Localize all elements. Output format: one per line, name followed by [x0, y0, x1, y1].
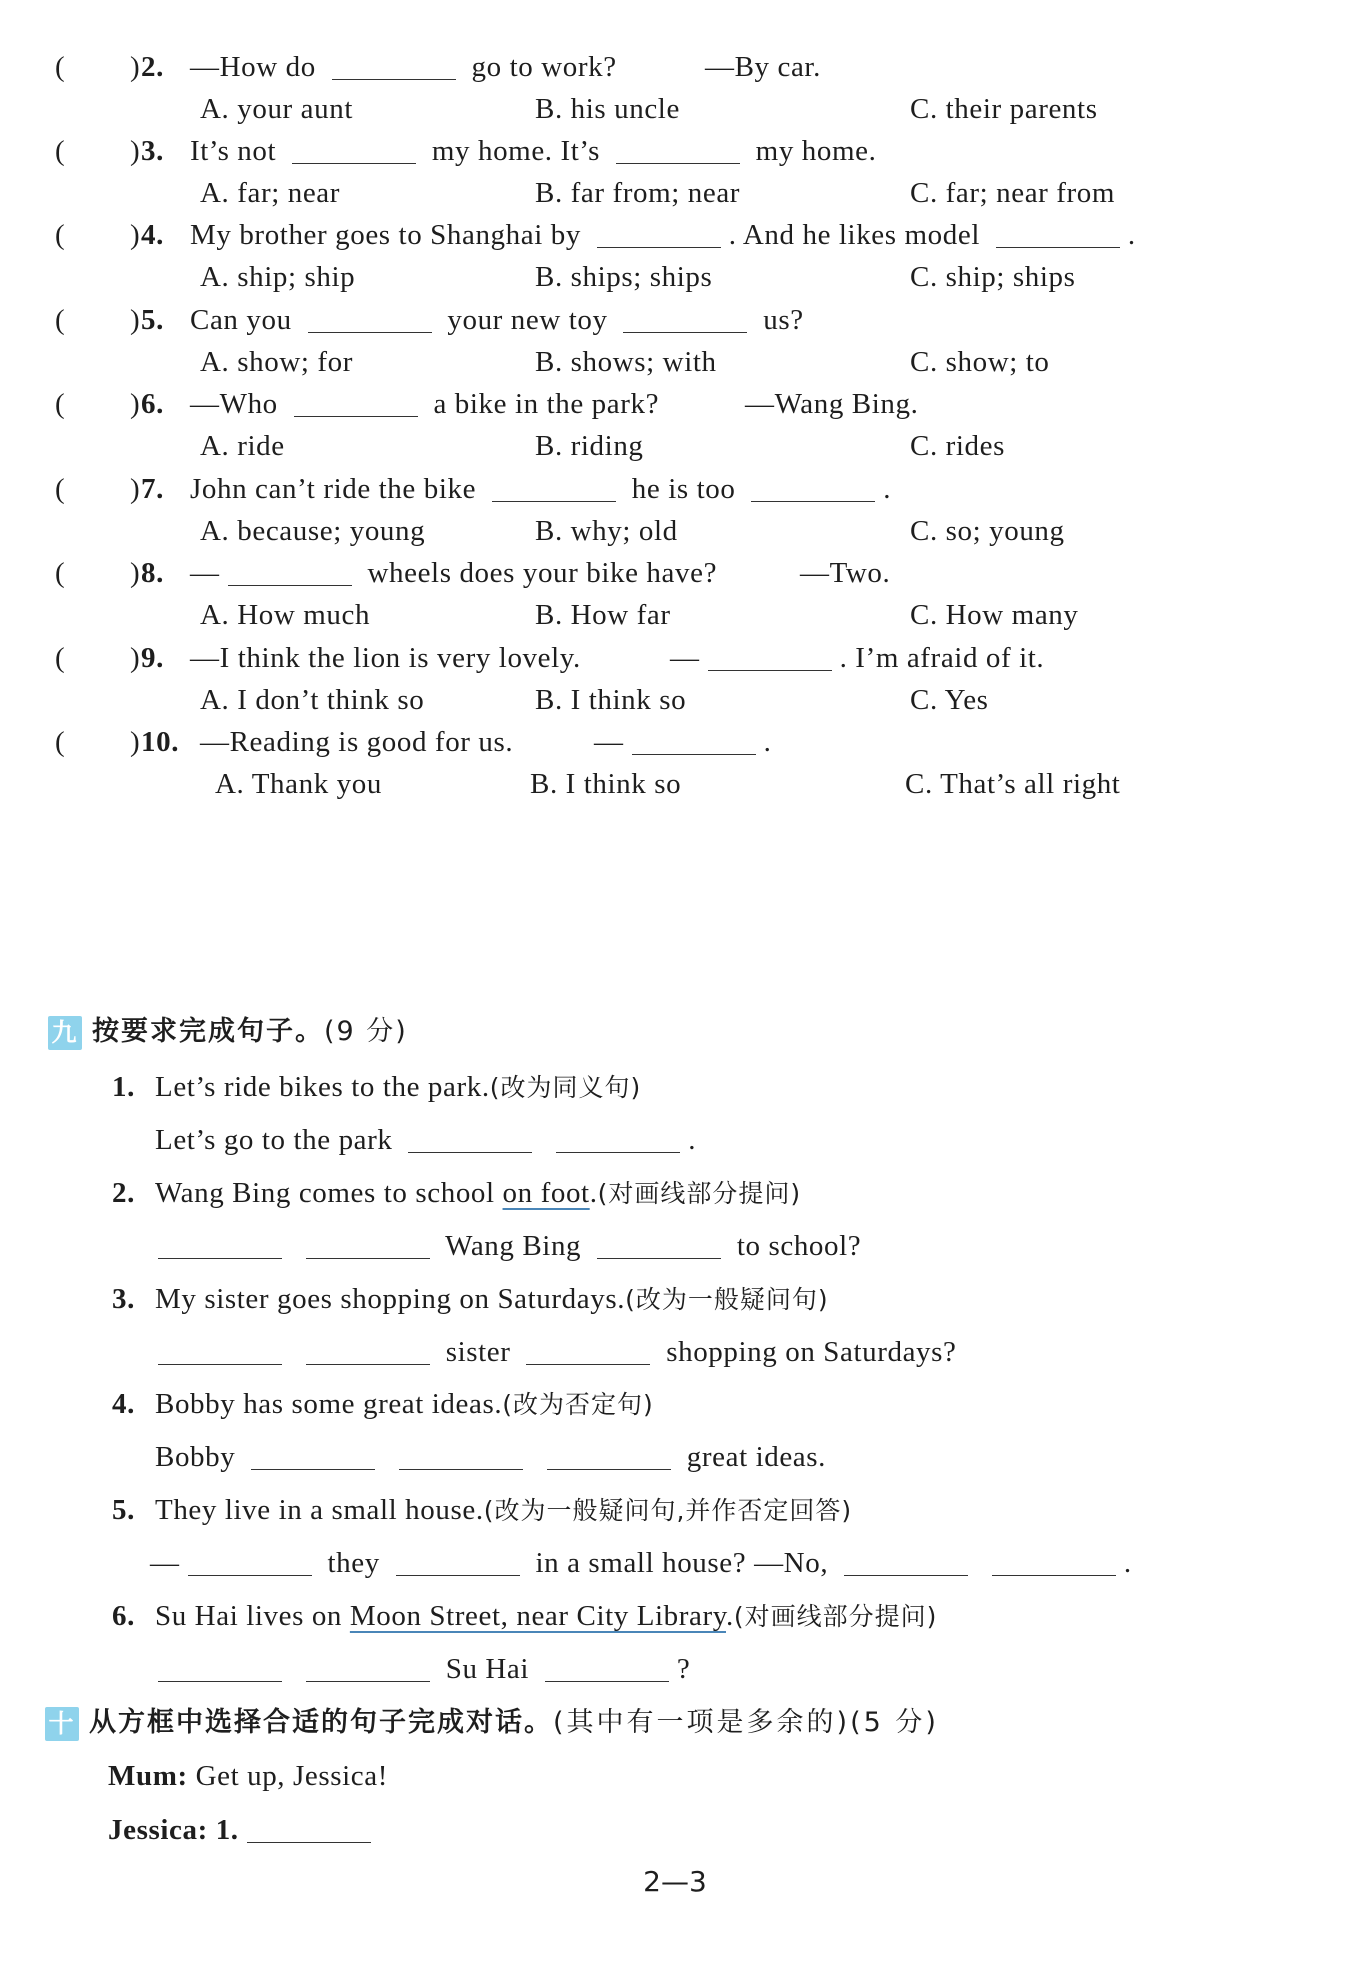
answer-blank[interactable] [556, 1126, 680, 1153]
choice-question [0, 131, 1350, 171]
option-a[interactable]: A. ship; ship [200, 261, 356, 293]
dialog-text: 1. [207, 1814, 239, 1846]
option-b[interactable]: B. why; old [535, 515, 678, 547]
answer-paren-open[interactable]: ( [55, 473, 66, 505]
answer-line [0, 1120, 1350, 1160]
answer-paren-open[interactable]: ( [55, 388, 66, 420]
option-a[interactable]: A. I don’t think so [200, 684, 425, 716]
option-a[interactable]: A. How much [200, 599, 371, 631]
options-row [0, 342, 1350, 382]
options-row [0, 511, 1350, 551]
stem-text: It’s not [190, 135, 285, 167]
dialog-speaker: Jessica: [108, 1814, 208, 1846]
question-number: 3. [141, 135, 164, 167]
answer-blank[interactable] [399, 1443, 523, 1470]
question-number: 7. [141, 473, 164, 505]
choice-question [0, 638, 1350, 678]
answer-blank[interactable] [308, 306, 432, 333]
stem-text: — [190, 557, 220, 589]
instruction-hint: (对画线部分提问) [733, 1602, 938, 1631]
answer-blank[interactable] [396, 1549, 520, 1576]
stem-text: wheels does your bike have? [359, 557, 718, 589]
text-segment [383, 1441, 391, 1473]
text-segment: — [594, 726, 624, 758]
answer-paren-open[interactable]: ( [55, 642, 66, 674]
underlined-part: Moon Street, near City Library [349, 1600, 726, 1632]
answer-paren-close: ) [130, 135, 141, 167]
options-row [0, 257, 1350, 297]
question-number: 5. [141, 304, 164, 336]
text-segment: great ideas. [678, 1441, 827, 1473]
text-segment: Wang Bing [437, 1230, 590, 1262]
page-number: 2—3 [643, 1865, 707, 1898]
stem-text: John can’t ride the bike [190, 473, 484, 505]
stem-text: Can you [190, 304, 300, 336]
section-9-badge: 九 [48, 1016, 82, 1050]
question-number: 4. [141, 219, 164, 251]
text-segment: to school? [729, 1230, 862, 1262]
answer-paren-open[interactable]: ( [55, 135, 66, 167]
option-a[interactable]: A. show; for [200, 346, 353, 378]
text-segment: shopping on Saturdays? [658, 1336, 957, 1368]
question-number: 8. [141, 557, 164, 589]
answer-paren-close: ) [130, 388, 141, 420]
item-prompt [155, 1279, 829, 1320]
options-row [0, 680, 1350, 720]
option-b[interactable]: B. I think so [530, 768, 682, 800]
text-segment: Bobby [155, 1441, 244, 1473]
answer-blank[interactable] [547, 1443, 671, 1470]
answer-sentence [150, 1332, 957, 1372]
question-stem [190, 384, 659, 424]
answer-blank[interactable] [306, 1232, 430, 1259]
answer-paren-close: ) [130, 219, 141, 251]
answer-line [0, 1437, 1350, 1477]
answer-line [0, 1543, 1350, 1583]
item-number: 6. [112, 1600, 135, 1632]
option-c[interactable]: C. rides [910, 430, 1006, 462]
answer-blank[interactable] [632, 728, 756, 755]
rewrite-item [0, 1490, 1350, 1530]
item-prompt [155, 1384, 654, 1425]
answer-blank[interactable] [294, 390, 418, 417]
answer-blank[interactable] [292, 137, 416, 164]
answer-paren-close: ) [130, 304, 141, 336]
answer-blank[interactable] [844, 1549, 968, 1576]
dialog-content [108, 1756, 388, 1796]
text-segment [976, 1547, 984, 1579]
text-segment: — [670, 642, 700, 674]
item-number: 1. [112, 1071, 135, 1103]
answer-blank[interactable] [158, 1232, 282, 1259]
answer-blank[interactable] [332, 53, 456, 80]
instruction-hint: (改为一般疑问句,并作否定回答) [483, 1496, 853, 1525]
choice-question [0, 47, 1350, 87]
question-stem [190, 638, 581, 678]
option-a[interactable]: A. ride [200, 430, 285, 462]
answer-blank[interactable] [228, 559, 352, 586]
answer-blank[interactable] [708, 644, 832, 671]
item-prompt [155, 1596, 937, 1637]
question-stem [190, 215, 1136, 255]
question-tail [800, 553, 890, 593]
answer-blank[interactable] [597, 1232, 721, 1259]
answer-blank[interactable] [751, 475, 875, 502]
question-number: 2. [141, 51, 164, 83]
answer-blank[interactable] [158, 1655, 282, 1682]
question-stem [190, 131, 876, 171]
prompt-text: Let’s ride bikes to the park. [155, 1071, 490, 1103]
options-row [0, 426, 1350, 466]
item-number: 2. [112, 1177, 135, 1209]
text-segment: . I’m afraid of it. [839, 642, 1045, 674]
choice-question [0, 469, 1350, 509]
answer-blank[interactable] [545, 1655, 669, 1682]
answer-paren-open[interactable]: ( [55, 51, 66, 83]
answer-paren-open[interactable]: ( [55, 219, 66, 251]
answer-paren-close: ) [130, 473, 141, 505]
answer-paren-close: ) [130, 642, 141, 674]
rewrite-item [0, 1173, 1350, 1213]
stem-text: —How do [190, 51, 324, 83]
answer-blank[interactable] [492, 475, 616, 502]
item-prompt [155, 1173, 801, 1214]
rewrite-item [0, 1384, 1350, 1424]
option-a[interactable]: A. Thank you [215, 768, 382, 800]
dialog-speaker: Mum: [108, 1760, 188, 1792]
answer-sentence [150, 1543, 1132, 1583]
question-stem [190, 553, 717, 593]
answer-line [0, 1226, 1350, 1266]
stem-text: . [883, 473, 892, 505]
prompt-text: They live in a small house. [155, 1494, 484, 1526]
option-c[interactable]: C. their parents [910, 93, 1098, 125]
instruction-hint: (对画线部分提问) [597, 1179, 802, 1208]
answer-blank[interactable] [616, 137, 740, 164]
question-number: 6. [141, 388, 164, 420]
text-segment: in a small house? —No, [527, 1547, 837, 1579]
answer-paren-open[interactable]: ( [55, 304, 66, 336]
stem-text: . [1127, 219, 1136, 251]
option-b[interactable]: B. far from; near [535, 177, 741, 209]
choice-question [0, 384, 1350, 424]
option-b[interactable]: B. How far [535, 599, 671, 631]
text-segment [290, 1336, 298, 1368]
option-c[interactable]: C. How many [910, 599, 1079, 631]
stem-text: us? [755, 304, 804, 336]
options-row [0, 764, 1350, 804]
options-row [0, 173, 1350, 213]
section-10-badge: 十 [45, 1707, 79, 1741]
rewrite-item [0, 1279, 1350, 1319]
item-number: 3. [112, 1283, 135, 1315]
answer-paren-close: ) [130, 726, 141, 758]
instruction-hint: (改为一般疑问句) [625, 1285, 829, 1314]
text-segment: Su Hai [437, 1653, 537, 1685]
option-c[interactable]: C. That’s all right [905, 768, 1121, 800]
item-prompt [155, 1490, 852, 1531]
answer-line [0, 1649, 1350, 1689]
section-9-title [48, 1012, 408, 1052]
item-prompt [155, 1067, 641, 1108]
answer-blank[interactable] [306, 1338, 430, 1365]
answer-paren-open[interactable]: ( [55, 726, 66, 758]
instruction-hint: (改为同义句) [489, 1073, 642, 1102]
answer-blank[interactable] [996, 221, 1120, 248]
prompt-text: Bobby has some great ideas. [155, 1388, 503, 1420]
option-b[interactable]: B. shows; with [535, 346, 717, 378]
choice-question [0, 553, 1350, 593]
answer-blank[interactable] [188, 1549, 312, 1576]
dialog-text: Get up, Jessica! [187, 1760, 388, 1792]
text-segment [540, 1124, 548, 1156]
text-segment [290, 1653, 298, 1685]
text-segment: — [150, 1547, 180, 1579]
option-c[interactable]: C. Yes [910, 684, 989, 716]
option-a[interactable]: A. far; near [200, 177, 341, 209]
stem-text: my home. [747, 135, 877, 167]
option-b[interactable]: B. ships; ships [535, 261, 713, 293]
answer-blank[interactable] [526, 1338, 650, 1365]
text-segment [531, 1441, 539, 1473]
option-c[interactable]: C. far; near from [910, 177, 1116, 209]
text-segment: . [1123, 1547, 1132, 1579]
prompt-text: . [726, 1600, 734, 1632]
text-segment: —Wang Bing. [745, 388, 919, 420]
prompt-text: Su Hai lives on [155, 1600, 350, 1632]
answer-sentence [155, 1437, 826, 1477]
prompt-text: My sister goes shopping on Saturdays. [155, 1283, 626, 1315]
section-9-heading: 按要求完成句子。 [92, 1016, 324, 1047]
stem-text: . And he likes model [728, 219, 988, 251]
question-stem [190, 47, 617, 87]
prompt-text: . [589, 1177, 598, 1209]
answer-paren-close: ) [130, 51, 141, 83]
stem-text: he is too [623, 473, 744, 505]
choice-question [0, 215, 1350, 255]
question-number: 10. [141, 726, 180, 758]
answer-line [0, 1332, 1350, 1372]
rewrite-item [0, 1067, 1350, 1107]
question-stem [190, 300, 804, 340]
stem-text: my home. It’s [424, 135, 608, 167]
option-c[interactable]: C. show; to [910, 346, 1050, 378]
text-segment [290, 1230, 298, 1262]
answer-blank[interactable] [597, 221, 721, 248]
choice-question [0, 300, 1350, 340]
section-10-heading: 从方框中选择合适的句子完成对话。 [89, 1707, 553, 1738]
option-b[interactable]: B. his uncle [535, 93, 680, 125]
answer-blank[interactable] [992, 1549, 1116, 1576]
option-b[interactable]: B. I think so [535, 684, 687, 716]
question-tail [670, 638, 1044, 678]
question-stem [200, 722, 513, 762]
stem-text: —Reading is good for us. [200, 726, 514, 758]
text-segment: they [319, 1547, 388, 1579]
stem-text: your new toy [439, 304, 616, 336]
stem-text: My brother goes to Shanghai by [190, 219, 589, 251]
answer-sentence [150, 1226, 861, 1266]
question-stem [190, 469, 891, 509]
text-segment: —By car. [705, 51, 821, 83]
stem-text: go to work? [463, 51, 617, 83]
dialog-line [0, 1756, 1350, 1796]
dialog-line [0, 1810, 1350, 1850]
text-segment: sister [437, 1336, 519, 1368]
answer-paren-close: ) [130, 557, 141, 589]
text-segment: . [688, 1124, 697, 1156]
dialog-content [108, 1810, 379, 1850]
option-c[interactable]: C. ship; ships [910, 261, 1076, 293]
rewrite-item [0, 1596, 1350, 1636]
options-row [0, 89, 1350, 129]
answer-sentence [150, 1649, 690, 1689]
options-row [0, 595, 1350, 635]
answer-sentence [155, 1120, 696, 1160]
text-segment: Let’s go to the park [155, 1124, 401, 1156]
option-c[interactable]: C. so; young [910, 515, 1065, 547]
answer-blank[interactable] [306, 1655, 430, 1682]
prompt-text: Wang Bing comes to school [155, 1177, 503, 1209]
text-segment: . [763, 726, 772, 758]
option-a[interactable]: A. your aunt [200, 93, 353, 125]
question-tail [745, 384, 918, 424]
choice-question [0, 722, 1350, 762]
section-10-title [45, 1703, 939, 1743]
underlined-part: on foot [502, 1177, 590, 1209]
question-tail [705, 47, 821, 87]
option-a[interactable]: A. because; young [200, 515, 426, 547]
option-b[interactable]: B. riding [535, 430, 644, 462]
section-9-points: (9 分) [324, 1016, 408, 1047]
stem-text: —I think the lion is very lovely. [190, 642, 581, 674]
stem-text: —Who [190, 388, 286, 420]
instruction-hint: (改为否定句) [502, 1390, 654, 1419]
answer-blank[interactable] [251, 1443, 375, 1470]
answer-paren-open[interactable]: ( [55, 557, 66, 589]
answer-blank[interactable] [158, 1338, 282, 1365]
item-number: 4. [112, 1388, 135, 1420]
stem-text: a bike in the park? [425, 388, 660, 420]
text-segment: —Two. [800, 557, 891, 589]
dialog-answer-blank[interactable] [247, 1816, 371, 1843]
answer-blank[interactable] [408, 1126, 532, 1153]
section-10-points: (其中有一项是多余的)(5 分) [553, 1707, 939, 1738]
answer-blank[interactable] [623, 306, 747, 333]
question-tail [594, 722, 771, 762]
text-segment: ? [676, 1653, 691, 1685]
question-number: 9. [141, 642, 164, 674]
item-number: 5. [112, 1494, 135, 1526]
